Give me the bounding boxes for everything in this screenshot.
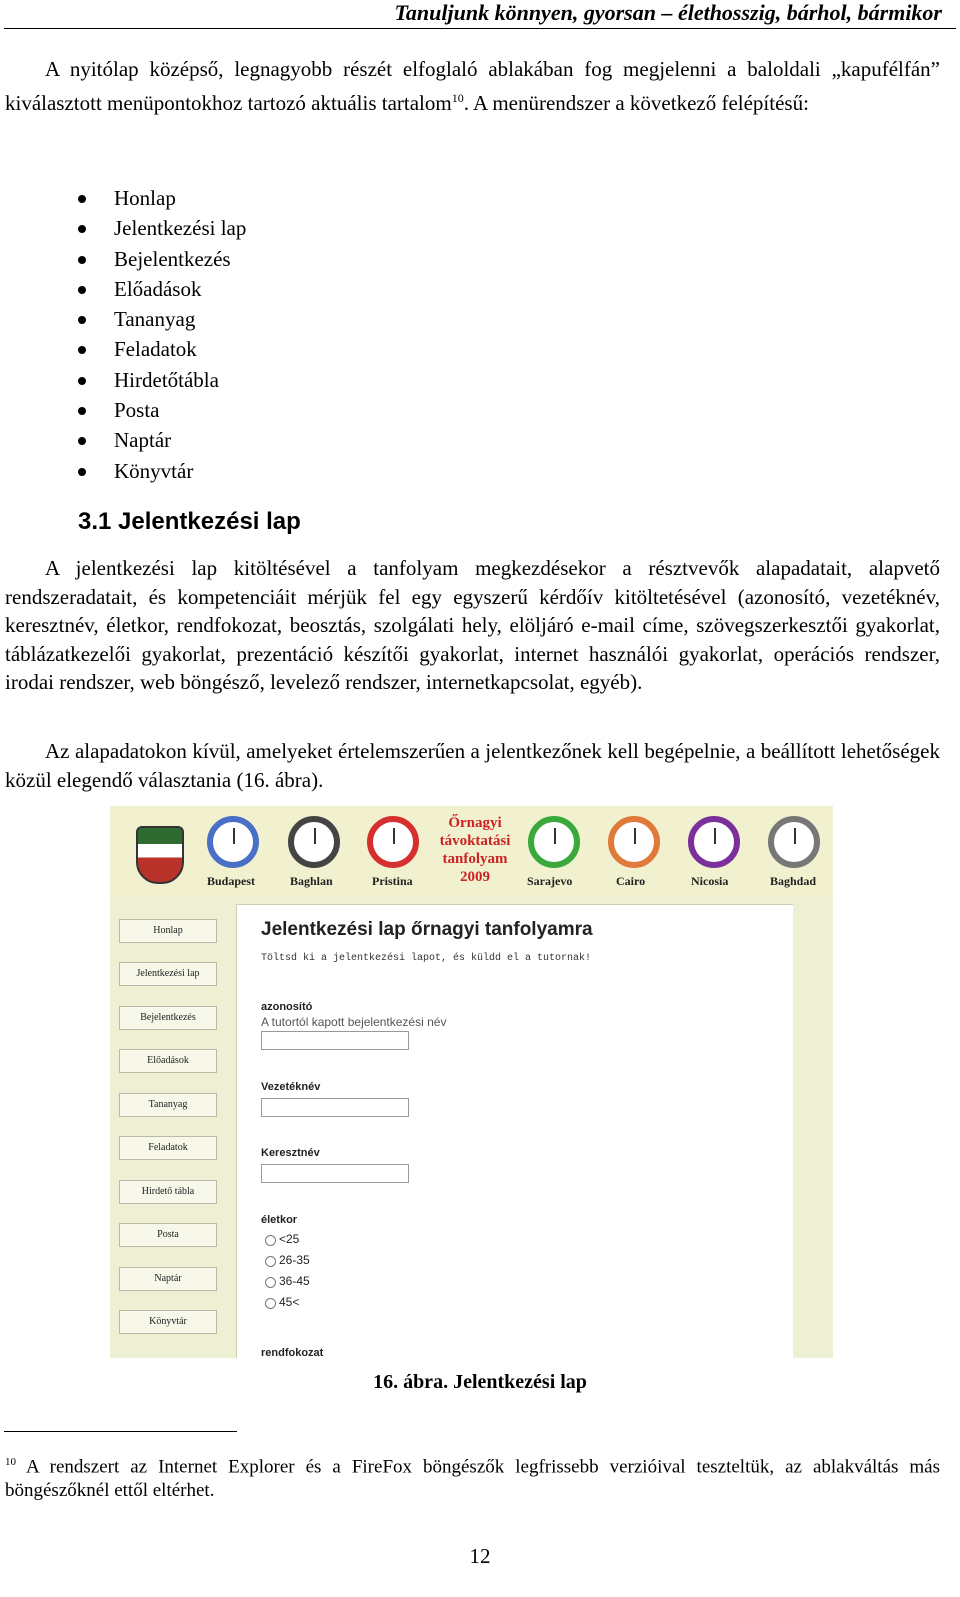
- sidebar-item-konyvtar[interactable]: Könyvtár: [119, 1310, 217, 1334]
- crest-logo: [136, 826, 184, 884]
- intro-paragraph: [5, 55, 940, 117]
- clock-icon: [288, 816, 340, 868]
- sidebar-item-feladatok[interactable]: Feladatok: [119, 1136, 217, 1160]
- city-label: Cairo: [616, 874, 646, 888]
- figure-caption: 16. ábra. Jelentkezési lap: [373, 1371, 587, 1393]
- city-label: Pristina: [372, 874, 413, 888]
- clock-icon: [688, 816, 740, 868]
- footnote-number: 10: [5, 1456, 16, 1468]
- age-radio-over-45[interactable]: [265, 1298, 276, 1309]
- clock-icon: [207, 816, 259, 868]
- sidebar-item-naptar[interactable]: Naptár: [119, 1267, 217, 1291]
- paragraph-1-text: A jelentkezési lap kitöltésével a tanfolyam megkezdésekor a résztvevők alapadatait, alapvető rendszeradatait, és kompetenciáit mérjük fel egy egyszerű kérdőív kitöltetésével (azonosító, vezetéknév, keresztnév, életkor, rendfokozat, beosztás, szolgálati hely, elöljáró e-mail címe, szövegszerkesztői gyakorlat, táblázatkezelői gyakorlat, prezentáció készítői gyakorlat, internet használói gyakorlat, operációs rendszer, irodai rendszer, web böngésző, levelező rendszer, internetkapcsolat, egyéb).: [5, 556, 940, 694]
- paragraph-1: [5, 554, 940, 697]
- footnote: [5, 1450, 940, 1503]
- list-item: Posta: [78, 395, 246, 425]
- clock-icon: [608, 816, 660, 868]
- site-banner: [110, 806, 833, 896]
- vezeteknev-input[interactable]: [261, 1098, 409, 1117]
- list-item: Előadások: [78, 274, 246, 304]
- clock-icon: [528, 816, 580, 868]
- menu-structure-list: [78, 183, 246, 486]
- form-instruction: Töltsd ki a jelentkezési lapot, és küldd el a tutornak!: [261, 953, 592, 964]
- eletkor-label: életkor: [261, 1214, 298, 1226]
- right-margin-area: [793, 904, 833, 1358]
- page-number: 12: [469, 1544, 491, 1568]
- footnote-reference: 10: [451, 90, 464, 105]
- sidebar-menu: [110, 896, 234, 1358]
- intro-text: A nyitólap középső, legnagyobb részét elfoglaló ablakában fog megjelenni a baloldali „kapufélfán” kiválasztott menüpontokhoz tartozó aktuális tartalom: [5, 57, 940, 115]
- sidebar-item-posta[interactable]: Posta: [119, 1223, 217, 1247]
- section-heading: 3.1 Jelentkezési lap: [78, 508, 301, 535]
- list-item: Naptár: [78, 425, 246, 455]
- keresztnev-input[interactable]: [261, 1164, 409, 1183]
- sidebar-item-jelentkezesi-lap[interactable]: Jelentkezési lap: [119, 962, 217, 986]
- sidebar-item-tananyag[interactable]: Tananyag: [119, 1093, 217, 1117]
- paragraph-2-text: Az alapadatokon kívül, amelyeket értelemszerűen a jelentkezőnek kell begépelnie, a beállított lehetőségek közül elegendő választania (16. ábra).: [5, 739, 940, 792]
- age-option-label: 26-35: [279, 1253, 310, 1267]
- running-header: Tanuljunk könnyen, gyorsan – élethosszig, bárhol, bármikor: [394, 0, 942, 25]
- form-panel: [236, 904, 794, 1358]
- age-radio-36-45[interactable]: [265, 1277, 276, 1288]
- vezeteknev-label: Vezetéknév: [261, 1081, 321, 1093]
- sidebar-item-bejelentkezes[interactable]: Bejelentkezés: [119, 1006, 217, 1030]
- city-label: Sarajevo: [527, 874, 573, 888]
- list-item: Hirdetőtábla: [78, 365, 246, 395]
- list-item: Jelentkezési lap: [78, 213, 246, 243]
- city-label: Nicosia: [691, 874, 729, 888]
- azonosito-hint: A tutortól kapott bejelentkezési név: [261, 1015, 447, 1029]
- sidebar-item-eloadasok[interactable]: Előadások: [119, 1049, 217, 1073]
- azonosito-input[interactable]: [261, 1031, 409, 1050]
- city-label: Budapest: [207, 874, 256, 888]
- age-option-label: 45<: [279, 1295, 300, 1309]
- list-item: Tananyag: [78, 304, 246, 334]
- sidebar-item-hirdetotabla[interactable]: Hirdető tábla: [119, 1180, 217, 1204]
- list-item: Honlap: [78, 183, 246, 213]
- rendfokozat-label: rendfokozat: [261, 1347, 324, 1358]
- age-option-label: 36-45: [279, 1274, 310, 1288]
- intro-text-after: . A menürendszer a következő felépítésű:: [463, 90, 809, 115]
- paragraph-2: [5, 737, 940, 794]
- registration-form-screenshot: [110, 806, 833, 1358]
- sidebar-item-honlap[interactable]: Honlap: [119, 919, 217, 943]
- azonosito-label: azonosító: [261, 1001, 313, 1013]
- keresztnev-label: Keresztnév: [261, 1147, 320, 1159]
- city-label: Baghdad: [770, 874, 817, 888]
- clock-icon: [768, 816, 820, 868]
- list-item: Feladatok: [78, 334, 246, 364]
- age-radio-under-25[interactable]: [265, 1235, 276, 1246]
- header-divider: [4, 28, 956, 29]
- footnote-text: A rendszert az Internet Explorer és a FireFox böngészők legfrissebb verzióival teszteltük, az ablakváltás más böngészőknél ettől eltérhet.: [5, 1456, 941, 1502]
- banner-title: Őrnagyi távoktatási tanfolyam 2009: [439, 815, 511, 885]
- footnote-divider: [4, 1431, 237, 1432]
- age-option-label: <25: [279, 1232, 300, 1246]
- age-radio-26-35[interactable]: [265, 1256, 276, 1267]
- list-item: Bejelentkezés: [78, 244, 246, 274]
- form-title: Jelentkezési lap őrnagyi tanfolyamra: [261, 919, 593, 940]
- city-label: Baghlan: [290, 874, 333, 888]
- clock-icon: [367, 816, 419, 868]
- list-item: Könyvtár: [78, 456, 246, 486]
